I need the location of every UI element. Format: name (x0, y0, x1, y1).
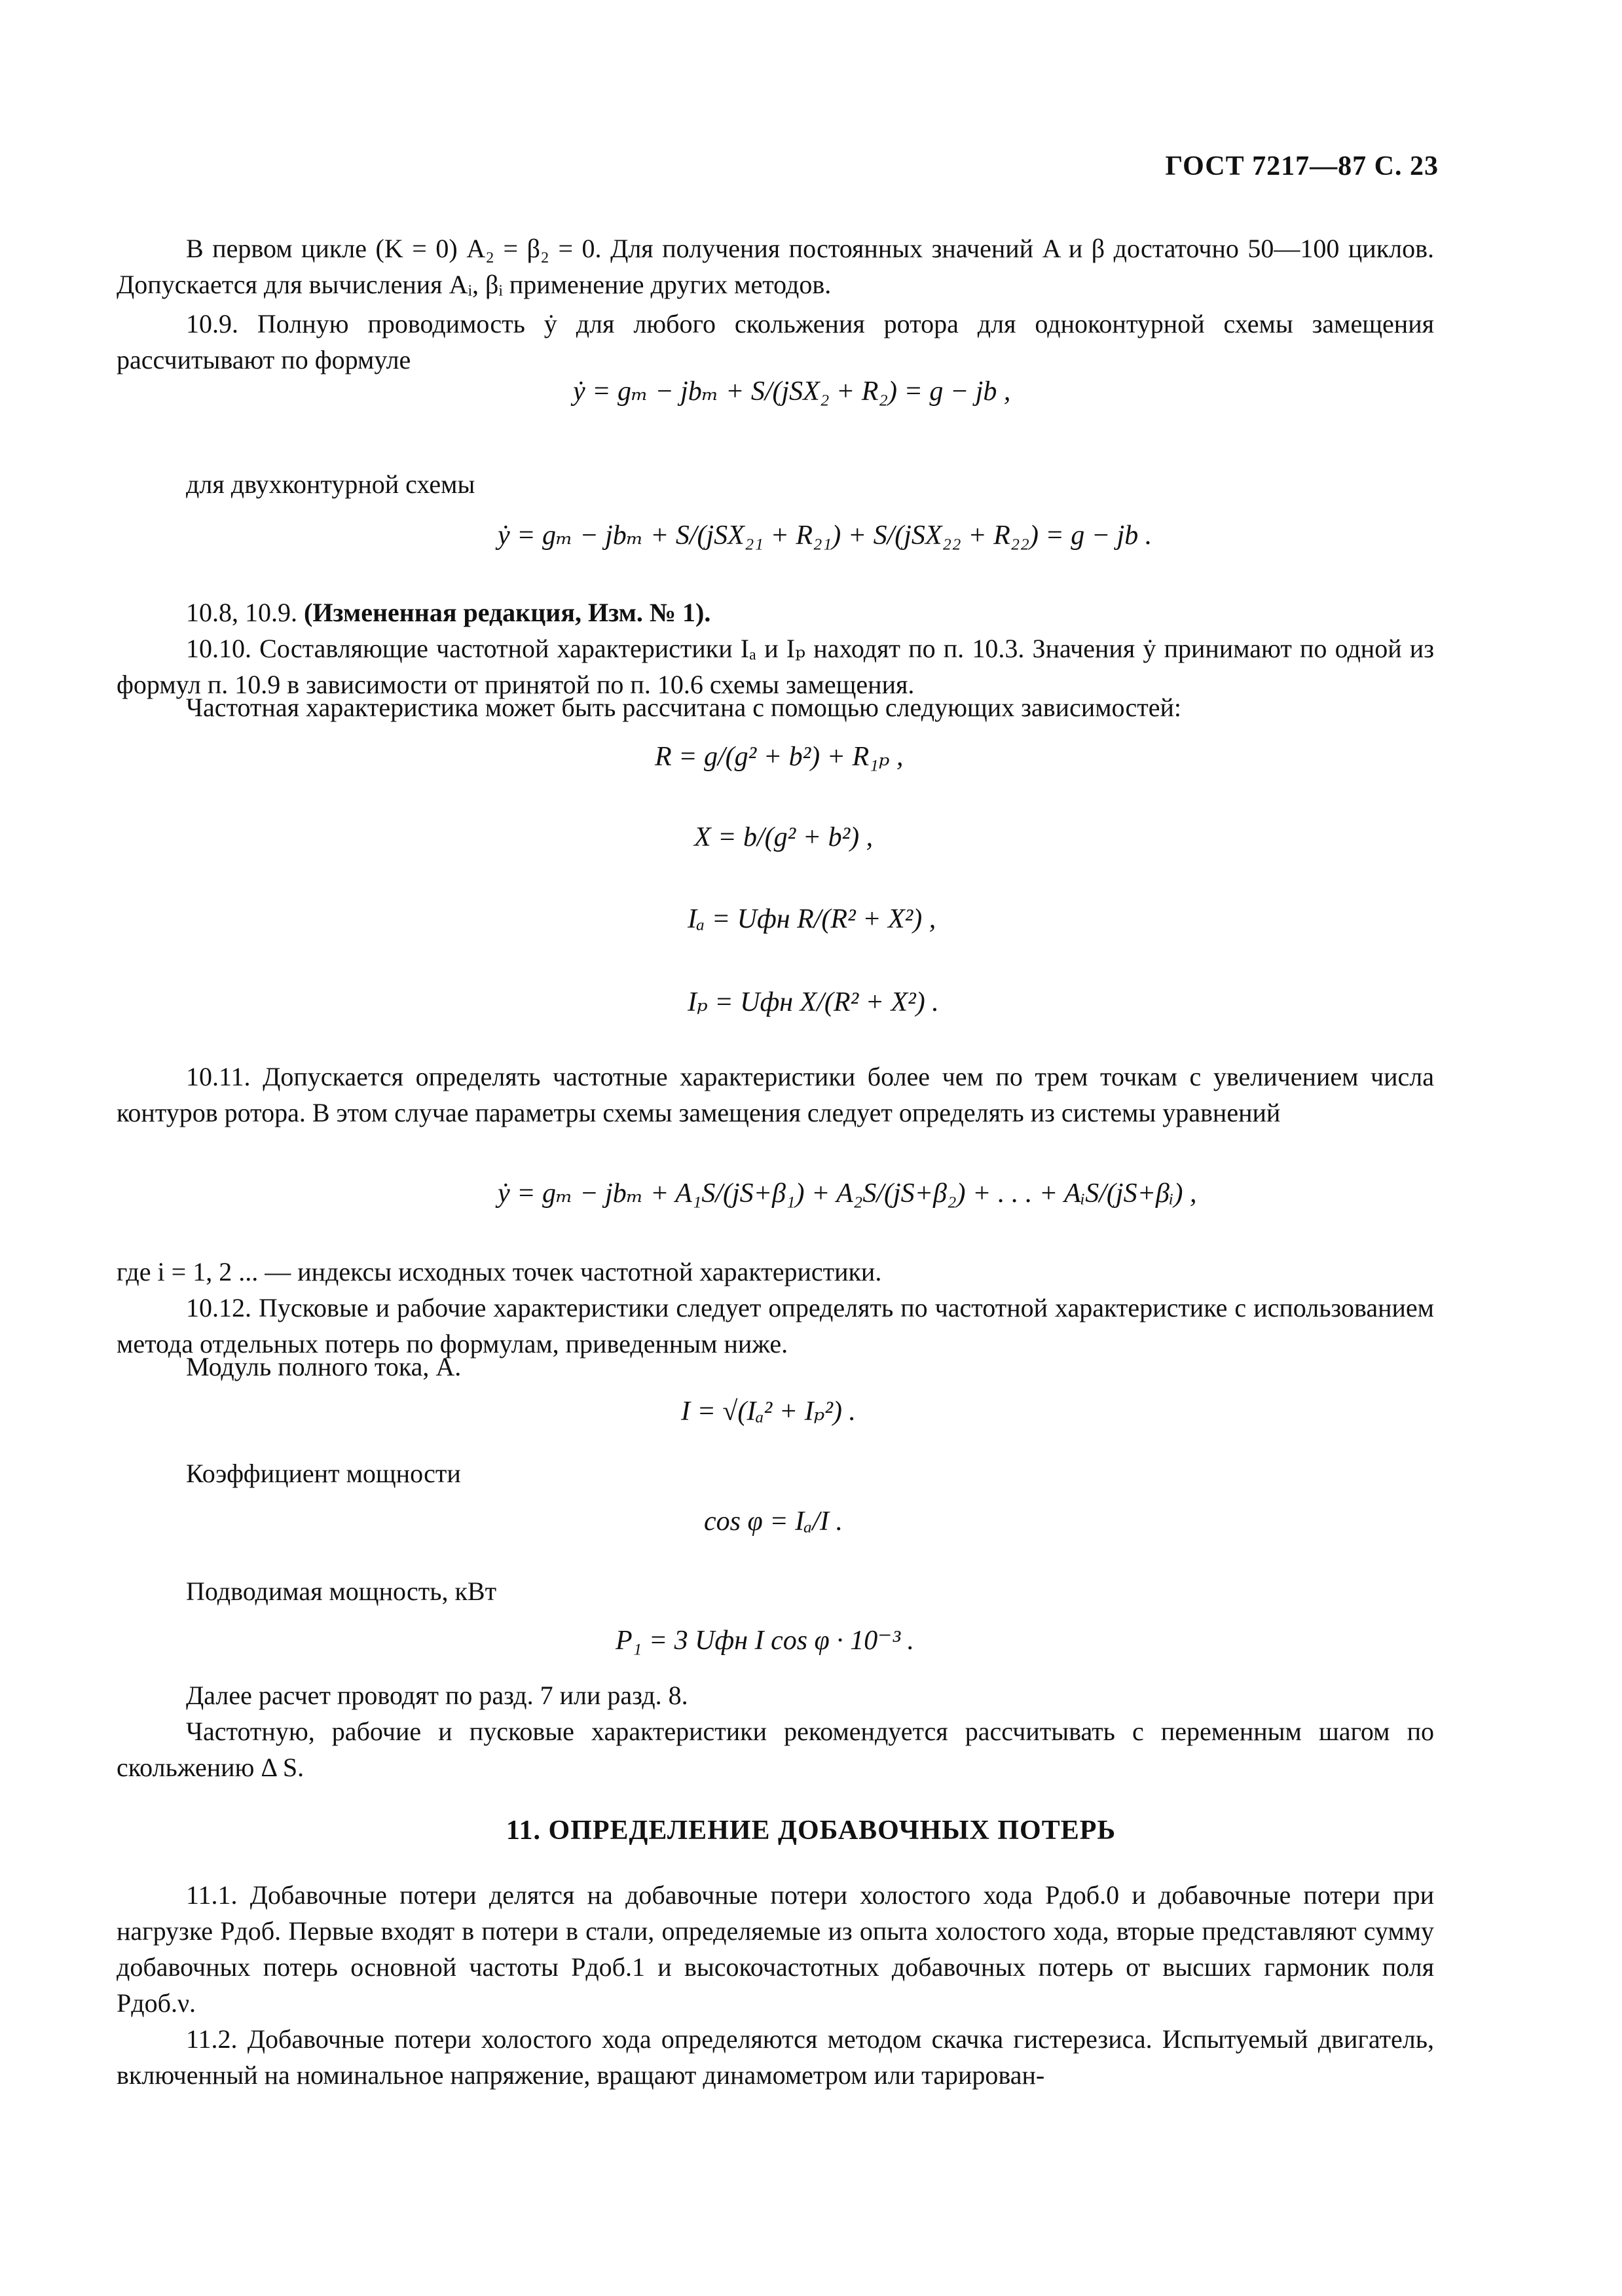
paragraph-input-power: Подводимая мощность, кВт (186, 1576, 497, 1606)
paragraph-further-calc: Далее расчет проводят по разд. 7 или разд. 8. (186, 1681, 688, 1710)
paragraph-10-12: 10.12. Пусковые и рабочие характеристики следует определять по частотной характеристике с использованием метода отдельных потерь по формулам, приведенным ниже. (117, 1293, 1434, 1358)
amendment-ref: 10.8, 10.9. (186, 598, 297, 627)
formula-ip: Iₚ = Uфн X/(R² + X²) . (688, 987, 939, 1017)
paragraph-11-2: 11.2. Добавочные потери холостого хода определяются методом скачка гистерезиса. Испытуемый двигатель, включенный на номинальное напряжение, вращают динамометром или тарирован- (117, 2024, 1434, 2090)
paragraph-11-1: 11.1. Добавочные потери делятся на добавочные потери холостого хода Pдоб.0 и добавочные потери при нагрузке Pдоб. Первые входят в потери в стали, определяемые из опыта холостого хода, вторые представляют сумму добавочных потерь основной частоты Pдоб.1 и высокочастотных добавочных потерь от высших гармоник поля Pдоб.ν. (117, 1880, 1434, 2018)
formula-ia: Iₐ = Uфн R/(R² + X²) , (688, 904, 936, 934)
paragraph-variable-step: Частотную, рабочие и пусковые характеристики рекомендуется рассчитывать с переменным шагом по скольжению Δ S. (117, 1717, 1434, 1782)
formula-cos-phi: cos φ = Iₐ/I . (704, 1506, 843, 1537)
formula-admittance-double: ẏ = gₘ − jbₘ + S/(jSX₂₁ + R₂₁) + S/(jSX₂₂ + R₂₂) = g − jb . (498, 520, 1152, 551)
paragraph-double-circuit: для двухконтурной схемы (186, 469, 475, 499)
paragraph-amendment (117, 594, 1434, 630)
paragraph-10-10: 10.10. Составляющие частотной характеристики Iₐ и Iₚ находят по п. 10.3. Значения ẏ принимают по одной из формул п. 10.9 в зависимости от принятой по п. 10.6 схемы замещения. (117, 634, 1434, 699)
paragraph-power-factor: Коэффициент мощности (186, 1459, 461, 1488)
paragraph-10-9: 10.9. Полную проводимость ẏ для любого скольжения ротора для одноконтурной схемы замещения рассчитывают по формуле (117, 309, 1434, 374)
paragraph-indices: где i = 1, 2 ... — индексы исходных точек частотной характеристики. (117, 1257, 882, 1286)
paragraph-current-modulus: Модуль полного тока, А. (186, 1352, 462, 1381)
formula-admittance-system: ẏ = gₘ − jbₘ + A₁S/(jS+β₁) + A₂S/(jS+β₂) + . . . + AᵢS/(jS+βᵢ) , (498, 1178, 1197, 1209)
formula-admittance-single: ẏ = gₘ − jbₘ + S/(jSX₂ + R₂) = g − jb , (573, 376, 1011, 407)
paragraph-dependencies: Частотная характеристика может быть рассчитана с помощью следующих зависимостей: (186, 693, 1182, 722)
formula-r: R = g/(g² + b²) + R₁ₚ , (655, 742, 904, 772)
amendment-note: (Измененная редакция, Изм. № 1). (304, 598, 711, 627)
paragraph-10-11: 10.11. Допускается определять частотные характеристики более чем по трем точкам с увеличением числа контуров ротора. В этом случае параметры схемы замещения следует определять из системы уравнений (117, 1062, 1434, 1127)
page-header: ГОСТ 7217—87 С. 23 (1165, 151, 1439, 181)
formula-x: X = b/(g² + b²) , (694, 822, 874, 852)
formula-current: I = √(Iₐ² + Iₚ²) . (681, 1396, 856, 1427)
formula-input-power: P₁ = 3 Uфн I cos φ · 10⁻³ . (616, 1626, 915, 1656)
section-title: 11. ОПРЕДЕЛЕНИЕ ДОБАВОЧНЫХ ПОТЕРЬ (506, 1815, 1116, 1846)
paragraph-cycle: В первом цикле (K = 0) A₂ = β₂ = 0. Для получения постоянных значений A и β достаточно 50—100 циклов. Допускается для вычисления Aᵢ, βᵢ применение других методов. (117, 234, 1434, 299)
